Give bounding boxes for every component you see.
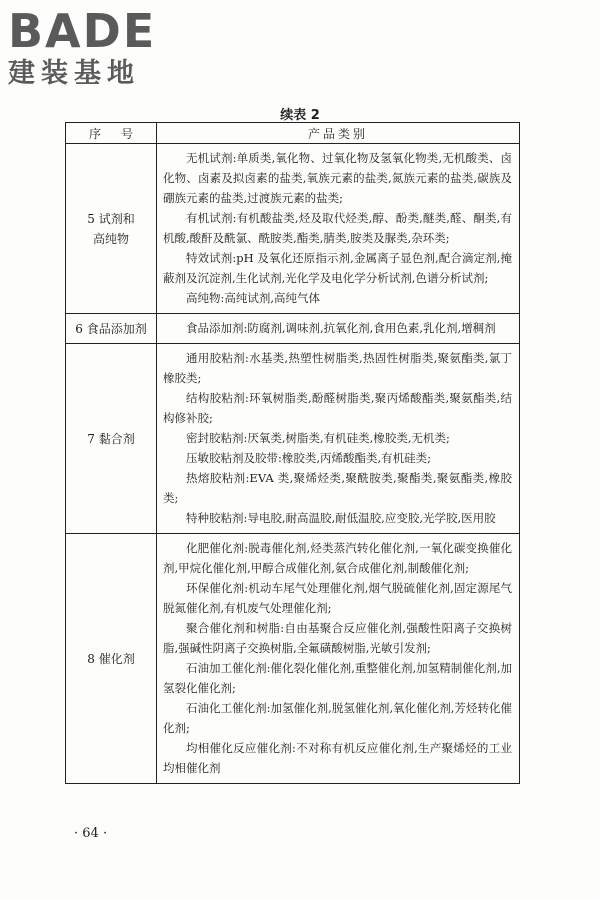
category-line: 7 黏合剂 <box>87 431 135 446</box>
row-content-cell <box>157 344 520 534</box>
content-paragraph: 化肥催化剂:脱毒催化剂,烃类蒸汽转化催化剂,一氧化碳变换催化剂,甲烷化催化剂,甲醇合成催化剂,氨合成催化剂,制酸催化剂; <box>163 541 512 575</box>
content-paragraph: 热熔胶粘剂:EVA 类,聚烯烃类,聚酰胺类,聚酯类,聚氨酯类,橡胶类; <box>163 471 512 505</box>
content-paragraph: 聚合催化剂和树脂:自由基聚合反应催化剂,强酸性阳离子交换树脂,强碱性阴离子交换树脂,全氟磺酸树脂,光敏引发剂; <box>163 621 512 655</box>
product-category-table <box>65 122 520 784</box>
header-serial-number: 序号 <box>66 123 157 144</box>
content-paragraph: 环保催化剂:机动车尾气处理催化剂,烟气脱硫催化剂,固定源尾气脱氮催化剂,有机废气处理催化剂; <box>163 581 512 615</box>
table-header-row <box>66 123 520 144</box>
content-paragraph: 特效试剂:pH 及氧化还原指示剂,金属离子显色剂,配合滴定剂,掩蔽剂及沉淀剂,生化试剂,光化学及电化学分析试剂,色谱分析试剂; <box>163 251 512 285</box>
content-paragraph: 结构胶粘剂:环氧树脂类,酚醛树脂类,聚丙烯酸酯类,聚氨酯类,结构修补胶; <box>163 391 512 425</box>
content-paragraph: 高纯物:高纯试剂,高纯气体 <box>186 291 321 305</box>
page-number: · 64 · <box>74 826 108 841</box>
content-paragraph: 食品添加剂:防腐剂,调味剂,抗氧化剂,食用色素,乳化剂,增稠剂 <box>186 321 496 335</box>
row-category-cell <box>66 344 157 534</box>
table-caption: 续表 2 <box>280 108 320 123</box>
content-paragraph: 特种胶粘剂:导电胶,耐高温胶,耐低温胶,应变胶,光学胶,医用胶 <box>186 511 496 525</box>
table-row-8 <box>66 534 520 784</box>
content-paragraph: 无机试剂:单质类,氧化物、过氧化物及氢氧化物类,无机酸类、卤化物、卤素及拟卤素的盐类,氧族元素的盐类,氮族元素的盐类,碳族及硼族元素的盐类,过渡族元素的盐类; <box>163 151 512 205</box>
row-content-cell <box>157 534 520 784</box>
content-paragraph: 有机试剂:有机酸盐类,烃及取代烃类,醇、酚类,醚类,醛、酮类,有机酸,酸酐及酰氯、酰胺类,酯类,腈类,胺类及脲类,杂环类; <box>163 211 512 245</box>
row-category-cell <box>66 534 157 784</box>
table-row-6 <box>66 314 520 344</box>
category-line: 5 试剂和 <box>87 211 135 226</box>
table-row-5 <box>66 144 520 314</box>
logo-subtitle: 建装基地 <box>8 58 140 89</box>
content-paragraph: 石油加工催化剂:催化裂化催化剂,重整催化剂,加氢精制催化剂,加氢裂化催化剂; <box>163 661 512 695</box>
category-line: 6 食品添加剂 <box>75 321 147 336</box>
content-paragraph: 密封胶粘剂:厌氧类,树脂类,有机硅类,橡胶类,无机类; <box>186 431 450 445</box>
row-content-cell <box>157 144 520 314</box>
row-category-cell <box>66 314 157 344</box>
content-paragraph: 均相催化反应催化剂:不对称有机反应催化剂,生产聚烯烃的工业均相催化剂 <box>163 741 512 775</box>
category-line: 高纯物 <box>92 231 129 246</box>
table-row-7 <box>66 344 520 534</box>
content-paragraph: 通用胶粘剂:水基类,热塑性树脂类,热固性树脂类,聚氨酯类,氯丁橡胶类; <box>163 351 512 385</box>
logo-brand: BADE <box>8 4 157 58</box>
content-paragraph: 压敏胶粘剂及胶带:橡胶类,丙烯酸酯类,有机硅类; <box>186 451 432 465</box>
category-line: 8 催化剂 <box>87 651 135 666</box>
row-content-cell <box>157 314 520 344</box>
logo <box>8 6 188 92</box>
content-paragraph: 石油化工催化剂:加氢催化剂,脱氢催化剂,氧化催化剂,芳烃转化催化剂; <box>163 701 512 735</box>
row-category-cell <box>66 144 157 314</box>
header-product-category: 产品类别 <box>157 123 520 144</box>
